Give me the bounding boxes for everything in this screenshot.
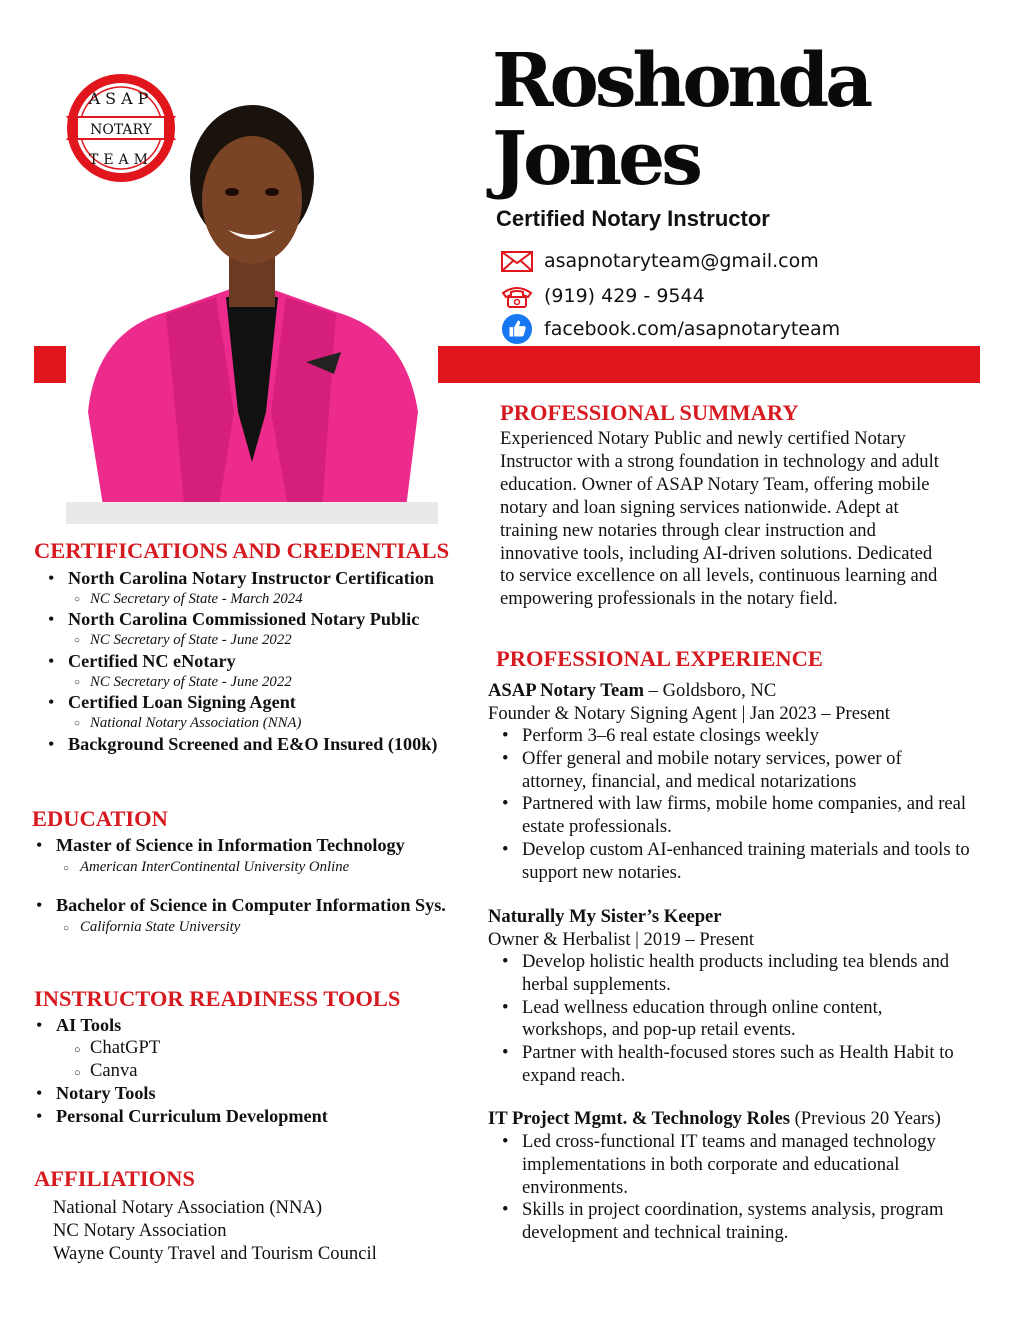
- job-bullet: • Led cross-functional IT teams and managed technology implementations in both corporate and educational environments.: [488, 1131, 992, 1199]
- affiliation-item: National Notary Association (NNA): [53, 1197, 323, 1218]
- contact-email[interactable]: [500, 248, 819, 274]
- tools-heading: INSTRUCTOR READINESS TOOLS: [34, 986, 401, 1011]
- job-header: [488, 1108, 941, 1131]
- email-text: asapnotaryteam@gmail.com: [544, 250, 819, 272]
- job-bullet: • Develop custom AI-enhanced training materials and tools to support new notaries.: [488, 839, 992, 885]
- contact-phone[interactable]: [500, 283, 705, 309]
- education-list: [34, 834, 405, 878]
- cert-title: • Background Screened and E&O Insured (100k): [34, 734, 437, 755]
- education-degree: • Master of Science in Information Technology: [34, 834, 405, 857]
- job-header: [488, 680, 890, 726]
- job-location: – Goldsboro, NC: [644, 680, 777, 701]
- tool-item: ○ ChatGPT: [34, 1037, 328, 1060]
- job-role: Founder & Notary Signing Agent | Jan 2023 – Present: [488, 702, 890, 724]
- job-company: Naturally My Sister’s Keeper: [488, 906, 722, 927]
- svg-text:TEAM: TEAM: [88, 152, 154, 168]
- tool-category: • AI Tools: [34, 1014, 328, 1037]
- education-school: ○ American InterContinental University Online: [34, 857, 405, 878]
- tool-category: • Personal Curriculum Development: [34, 1105, 328, 1128]
- phone-text: (919) 429 - 9544: [544, 285, 705, 307]
- job-bullet: • Offer general and mobile notary services, power of attorney, financial, and medical notarizations: [488, 748, 962, 794]
- cert-title: • North Carolina Notary Instructor Certification: [34, 568, 437, 589]
- affiliations-list: [53, 1196, 377, 1265]
- cert-title: • Certified Loan Signing Agent: [34, 692, 437, 713]
- job-bullets: [488, 951, 998, 1088]
- job-bullet: • Partner with health-focused stores such as Health Habit to expand reach.: [488, 1042, 962, 1088]
- phone-icon: [500, 283, 534, 309]
- education-heading: EDUCATION: [32, 806, 168, 831]
- cert-detail: ○ NC Secretary of State - June 2022: [34, 672, 437, 693]
- job-bullet: • Develop holistic health products including tea blends and herbal supplements.: [488, 951, 982, 997]
- job-location: (Previous 20 Years): [789, 1108, 941, 1129]
- job-bullets: [488, 1131, 998, 1245]
- education-school: ○ California State University: [34, 917, 446, 938]
- cert-title: • North Carolina Commissioned Notary Public: [34, 609, 437, 630]
- tool-category: • Notary Tools: [34, 1082, 328, 1105]
- job-role: Owner & Herbalist | 2019 – Present: [488, 928, 755, 950]
- affiliation-item: NC Notary Association: [53, 1220, 227, 1241]
- envelope-icon: [500, 248, 534, 274]
- thumbs-up-icon: [500, 313, 534, 345]
- tool-item: ○ Canva: [34, 1060, 328, 1083]
- summary-heading: PROFESSIONAL SUMMARY: [500, 400, 799, 425]
- contact-facebook[interactable]: [500, 313, 840, 345]
- certifications-heading: CERTIFICATIONS AND CREDENTIALS: [34, 538, 450, 563]
- job-title: Certified Notary Instructor: [496, 206, 770, 231]
- svg-text:NOTARY: NOTARY: [90, 122, 152, 138]
- asap-notary-team-logo: [58, 72, 184, 184]
- job-company: IT Project Mgmt. & Technology Roles: [488, 1108, 790, 1129]
- job-bullet: • Partnered with law firms, mobile home companies, and real estate professionals.: [488, 793, 998, 839]
- affiliation-item: Wayne County Travel and Tourism Council: [53, 1243, 377, 1264]
- cert-detail: ○ NC Secretary of State - June 2022: [34, 630, 437, 651]
- affiliations-heading: AFFILIATIONS: [34, 1166, 195, 1191]
- job-bullet: • Skills in project coordination, systems analysis, program development and technical training.: [488, 1199, 962, 1245]
- job-bullet: • Lead wellness education through online content, workshops, and pop-up retail events.: [488, 997, 962, 1043]
- job-bullet: • Perform 3–6 real estate closings weekly: [488, 725, 998, 748]
- summary-text: Experienced Notary Public and newly certified Notary Instructor with a strong foundation in technology and adult education. Owner of ASAP Notary Team, offering mobile notary and loan signing services nationwide. Adept at training new notaries through clear instruction and innovative tools, including AI-driven solutions. Dedicated to service excellence on all levels, continuous learning and empowering professionals in the notary field.: [500, 428, 939, 610]
- last-name: Jones: [492, 116, 699, 202]
- cert-detail: ○ NC Secretary of State - March 2024: [34, 589, 437, 610]
- svg-text:ASAP: ASAP: [88, 89, 154, 108]
- experience-heading: PROFESSIONAL EXPERIENCE: [496, 646, 823, 671]
- certifications-list: [34, 568, 437, 754]
- education-list-2: [34, 894, 446, 938]
- full-name: [492, 38, 870, 202]
- facebook-text: facebook.com/asapnotaryteam: [544, 318, 841, 340]
- cert-title: • Certified NC eNotary: [34, 651, 437, 672]
- tools-list: [34, 1014, 328, 1128]
- cert-detail: ○ National Notary Association (NNA): [34, 713, 437, 734]
- job-header: [488, 906, 754, 952]
- first-name: Roshonda: [492, 38, 870, 124]
- job-bullets: [488, 725, 998, 885]
- job-company: ASAP Notary Team: [488, 680, 644, 701]
- education-degree: • Bachelor of Science in Computer Information Sys.: [34, 894, 446, 917]
